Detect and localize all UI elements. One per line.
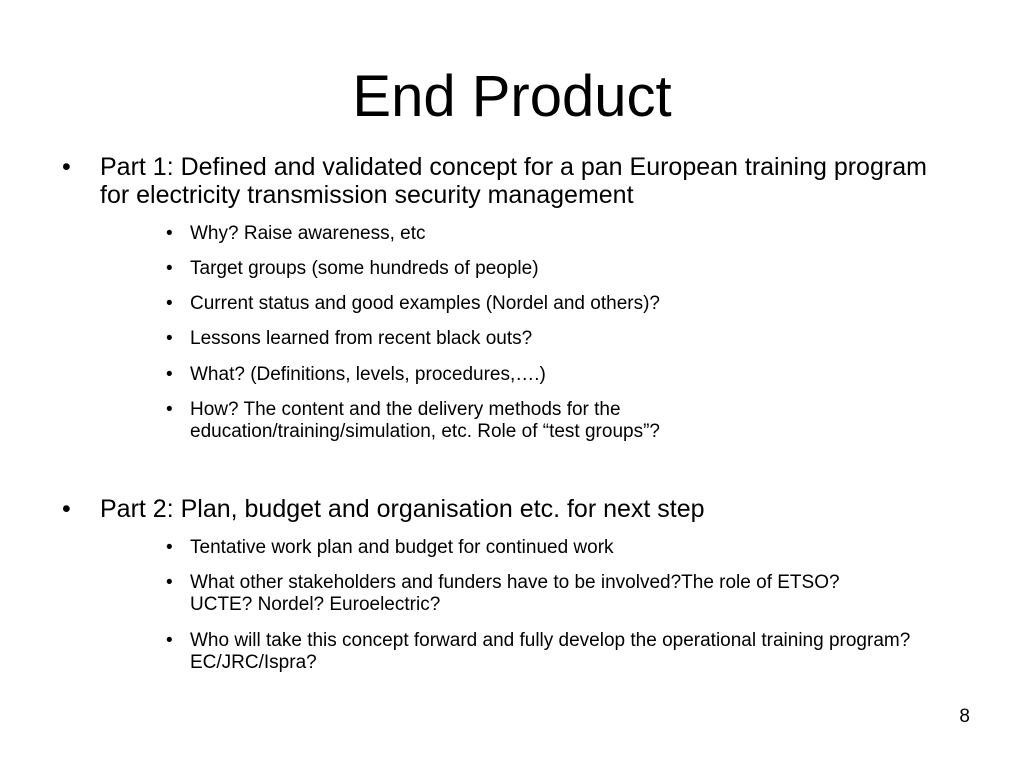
bullet-icon: • — [166, 328, 173, 349]
sub-bullet-text: How? The content and the delivery methods for the education/training/simulation, etc. Role of “test groups”? — [190, 399, 660, 442]
bullet-icon: • — [62, 153, 71, 181]
slide-title: End Product — [352, 64, 672, 129]
bullet-icon: • — [166, 399, 173, 420]
bullet-icon: • — [166, 537, 173, 558]
sub-bullet-text: Why? Raise awareness, etc — [190, 223, 426, 244]
sub-bullet-text: Who will take this concept forward and fully develop the operational training program? EC/JRC/Ispra? — [190, 630, 911, 673]
sub-bullet-text: What other stakeholders and funders have to be involved?The role of ETSO? UCTE? Nordel? Euroelectric? — [190, 572, 840, 615]
sub-bullet-text: Tentative work plan and budget for continued work — [190, 537, 614, 558]
page-number: 8 — [959, 706, 970, 727]
bullet-icon: • — [166, 293, 173, 314]
bullet-icon: • — [166, 258, 173, 279]
bullet-icon: • — [62, 495, 71, 523]
bullet-text: Part 1: Defined and validated concept for a pan European training program for electricity transmission security management — [100, 153, 927, 209]
sub-bullet-text: What? (Definitions, levels, procedures,….) — [190, 364, 546, 385]
sub-bullet-text: Lessons learned from recent black outs? — [190, 328, 533, 349]
bullet-icon: • — [166, 630, 173, 651]
bullet-text: Part 2: Plan, budget and organisation etc. for next step — [100, 495, 705, 523]
bullet-icon: • — [166, 364, 173, 385]
bullet-icon: • — [166, 572, 173, 593]
sub-bullet-text: Current status and good examples (Nordel and others)? — [190, 293, 660, 314]
bullet-icon: • — [166, 223, 173, 244]
sub-bullet-text: Target groups (some hundreds of people) — [190, 258, 539, 279]
